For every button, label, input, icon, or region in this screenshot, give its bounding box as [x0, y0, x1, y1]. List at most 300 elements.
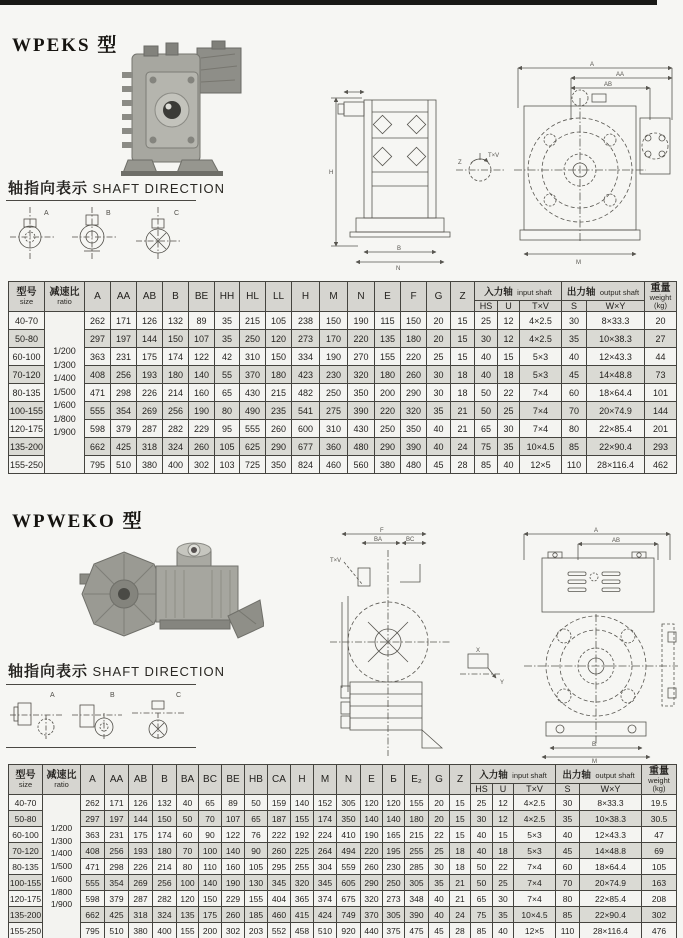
shaft-direction-zh: 轴指向表示 [8, 180, 89, 197]
cell-dim: 180 [375, 366, 401, 384]
cell-dim: 250 [240, 330, 266, 348]
cell-dim: 229 [189, 420, 215, 438]
cell-dim: 21 [450, 875, 471, 891]
cell-input-shaft: 40 [471, 827, 493, 843]
cell-dim: 180 [153, 843, 177, 859]
cell-dim: 65 [245, 811, 268, 827]
cell-dim: 471 [85, 384, 111, 402]
cell-weight: 47 [642, 827, 677, 843]
col-header-dim: AA [111, 282, 137, 312]
cell-dim: 380 [137, 456, 163, 474]
cell-dim: 126 [129, 795, 153, 811]
cell-dim: 174 [163, 348, 189, 366]
cell-output-shaft: 110 [556, 923, 580, 938]
cell-dim: 310 [320, 420, 348, 438]
dim-label-z: Z [458, 160, 462, 166]
cell-dim: 269 [137, 402, 163, 420]
cell-input-shaft: 30 [475, 330, 498, 348]
cell-size: 155-250 [9, 923, 43, 938]
cell-dim: 460 [320, 456, 348, 474]
cell-dim: 262 [81, 795, 105, 811]
cell-input-shaft: 12 [498, 330, 520, 348]
cell-dim: 287 [129, 891, 153, 907]
cell-dim: 290 [266, 438, 292, 456]
cell-size: 100-155 [9, 875, 43, 891]
cell-dim: 298 [111, 384, 137, 402]
cell-input-shaft: 85 [475, 456, 498, 474]
top-rule-bar [0, 0, 657, 5]
cell-input-shaft: 35 [498, 438, 520, 456]
table-row [9, 402, 677, 420]
cell-dim: 150 [199, 891, 222, 907]
cell-input-shaft: 12 [493, 795, 514, 811]
cell-dim: 40 [427, 420, 451, 438]
table-row [9, 384, 677, 402]
cell-dim: 214 [163, 384, 189, 402]
cell-dim: 662 [85, 438, 111, 456]
cell-dim: 155 [177, 923, 199, 938]
col-header-dim: E₂ [405, 765, 429, 795]
cell-dim: 255 [405, 843, 429, 859]
cell-dim: 555 [81, 875, 105, 891]
cell-dim: 290 [361, 875, 383, 891]
cell-input-shaft: 10×4.5 [520, 438, 562, 456]
cell-dim: 175 [199, 907, 222, 923]
shaft-direction-label [8, 177, 225, 198]
cell-input-shaft: 15 [493, 827, 514, 843]
cell-dim: 374 [314, 891, 337, 907]
cell-dim: 165 [383, 827, 405, 843]
cell-input-shaft: 18 [498, 366, 520, 384]
col-header-input-sub: HS [471, 784, 493, 795]
cell-dim: 190 [348, 312, 375, 330]
col-header-dim: HL [240, 282, 266, 312]
cell-dim: 250 [375, 420, 401, 438]
cell-dim: 440 [361, 923, 383, 938]
col-header-output-sub: W×Y [587, 301, 645, 312]
cell-dim: 250 [383, 875, 405, 891]
cell-dim: 273 [383, 891, 405, 907]
cell-dim: 598 [85, 420, 111, 438]
cell-dim: 255 [291, 859, 314, 875]
cell-output-shaft: 8×33.3 [587, 312, 645, 330]
cell-dim: 65 [199, 795, 222, 811]
cell-dim: 150 [153, 811, 177, 827]
cell-dim: 230 [383, 859, 405, 875]
cell-input-shaft: 5×3 [520, 366, 562, 384]
cell-dim: 115 [375, 312, 401, 330]
cell-dim: 231 [105, 827, 129, 843]
cell-dim: 120 [361, 795, 383, 811]
shaft-direction-en: SHAFT DIRECTION [92, 181, 225, 196]
col-header-size: 型号 size [9, 282, 45, 312]
cell-dim: 18 [450, 843, 471, 859]
cell-dim: 260 [222, 907, 245, 923]
cell-dim: 480 [401, 456, 427, 474]
cell-dim: 220 [375, 402, 401, 420]
cell-dim: 95 [215, 420, 240, 438]
col-header-dim: Z [450, 765, 471, 795]
col-header-input-sub: U [498, 301, 520, 312]
dim-label-txv: T×V [488, 153, 500, 159]
cell-input-shaft: 18 [493, 843, 514, 859]
cell-dim: 107 [189, 330, 215, 348]
dim-label-f: F [380, 528, 384, 534]
cell-dim: 60 [177, 827, 199, 843]
cell-dim: 224 [314, 827, 337, 843]
cell-dim: 375 [383, 923, 405, 938]
shaft-direction-diagrams-wpweko [6, 684, 196, 748]
table-row [9, 811, 677, 827]
cell-size: 80-135 [9, 384, 45, 402]
col-header-ratio: 减速比 ratio [43, 765, 81, 795]
col-header-dim: CA [268, 765, 291, 795]
cell-dim: 171 [105, 795, 129, 811]
col-header-dim: G [427, 282, 451, 312]
cell-weight: 208 [642, 891, 677, 907]
cell-dim: 222 [268, 827, 291, 843]
cell-output-shaft: 12×43.3 [580, 827, 642, 843]
col-header-ratio: 减速比 ratio [45, 282, 85, 312]
cell-dim: 256 [163, 402, 189, 420]
cell-dim: 215 [240, 312, 266, 330]
cell-dim: 175 [137, 348, 163, 366]
cell-dim: 140 [189, 366, 215, 384]
cell-dim: 135 [375, 330, 401, 348]
cell-dim: 155 [245, 891, 268, 907]
cell-input-shaft: 65 [475, 420, 498, 438]
cell-dim: 260 [266, 420, 292, 438]
cell-dim: 795 [85, 456, 111, 474]
cell-dim: 297 [81, 811, 105, 827]
cell-input-shaft: 50 [475, 384, 498, 402]
cell-dim: 152 [314, 795, 337, 811]
cell-dim: 144 [129, 811, 153, 827]
cell-dim: 363 [85, 348, 111, 366]
cell-output-shaft: 12×43.3 [587, 348, 645, 366]
cell-weight: 293 [645, 438, 677, 456]
col-header-output-sub: S [556, 784, 580, 795]
cell-dim: 510 [111, 456, 137, 474]
cell-output-shaft: 70 [556, 875, 580, 891]
cell-input-shaft: 25 [498, 402, 520, 420]
cell-input-shaft: 7×4 [514, 875, 556, 891]
cell-dim: 15 [450, 811, 471, 827]
cell-dim: 110 [199, 859, 222, 875]
cell-input-shaft: 65 [471, 891, 493, 907]
cell-dim: 174 [314, 811, 337, 827]
col-header-dim: E [361, 765, 383, 795]
cell-output-shaft: 30 [556, 795, 580, 811]
cell-output-shaft: 28×116.4 [580, 923, 642, 938]
cell-dim: 625 [240, 438, 266, 456]
cell-dim: 305 [405, 875, 429, 891]
dim-label-txv2: T×V [330, 558, 342, 564]
cell-dim: 25 [429, 843, 450, 859]
cell-dim: 174 [153, 827, 177, 843]
cell-dim: 320 [361, 891, 383, 907]
cell-dim: 122 [189, 348, 215, 366]
cell-dim: 150 [320, 312, 348, 330]
cell-dim: 107 [222, 811, 245, 827]
cell-dim: 235 [266, 402, 292, 420]
cell-output-shaft: 20×74.9 [587, 402, 645, 420]
cell-dim: 20 [429, 811, 450, 827]
cell-output-shaft: 60 [562, 384, 587, 402]
cell-dim: 21 [451, 402, 475, 420]
col-header-size: 型号 size [9, 765, 43, 795]
cell-input-shaft: 50 [475, 402, 498, 420]
col-header-input-sub: T×V [514, 784, 556, 795]
cell-dim: 80 [215, 402, 240, 420]
cell-dim: 350 [348, 384, 375, 402]
cell-dim: 42 [215, 348, 240, 366]
cell-dim: 256 [105, 843, 129, 859]
cell-dim: 390 [401, 438, 427, 456]
cell-dim: 159 [268, 795, 291, 811]
cell-input-shaft: 75 [475, 438, 498, 456]
cell-output-shaft: 14×48.8 [587, 366, 645, 384]
dim-label-x: X [476, 648, 481, 654]
cell-weight: 476 [642, 923, 677, 938]
cell-dim: 122 [222, 827, 245, 843]
cell-dim: 415 [291, 907, 314, 923]
cell-dim: 305 [337, 795, 361, 811]
col-header-dim: H [291, 765, 314, 795]
cell-dim: 65 [215, 384, 240, 402]
cell-input-shaft: 22 [493, 859, 514, 875]
cell-dim: 260 [401, 366, 427, 384]
col-header-dim: N [348, 282, 375, 312]
col-header-dim: HH [215, 282, 240, 312]
cell-dim: 132 [163, 312, 189, 330]
diagram2-letter-c: C [176, 692, 182, 699]
cell-dim: 18 [451, 366, 475, 384]
cell-dim: 425 [105, 907, 129, 923]
cell-dim: 345 [314, 875, 337, 891]
cell-dim: 70 [199, 811, 222, 827]
cell-dim: 475 [405, 923, 429, 938]
col-header-output-shaft: 出力轴 output shaft [556, 765, 642, 784]
cell-dim: 103 [215, 456, 240, 474]
col-header-dim: B [163, 282, 189, 312]
cell-size: 135-200 [9, 438, 45, 456]
cell-dim: 510 [314, 923, 337, 938]
cell-output-shaft: 22×85.4 [580, 891, 642, 907]
cell-size: 50-80 [9, 811, 43, 827]
cell-dim: 269 [129, 875, 153, 891]
cell-output-shaft: 60 [556, 859, 580, 875]
cell-output-shaft: 22×90.4 [580, 907, 642, 923]
table-row [9, 330, 677, 348]
cell-dim: 22 [429, 827, 450, 843]
cell-dim: 130 [245, 875, 268, 891]
cell-dim: 260 [268, 843, 291, 859]
cell-dim: 150 [266, 348, 292, 366]
cell-input-shaft: 12×5 [520, 456, 562, 474]
cell-dim: 480 [348, 438, 375, 456]
cell-dim: 120 [266, 330, 292, 348]
cell-dim: 150 [163, 330, 189, 348]
cell-dim: 90 [245, 843, 268, 859]
cell-dim: 30 [427, 366, 451, 384]
cell-dim: 380 [375, 456, 401, 474]
cell-input-shaft: 5×3 [514, 827, 556, 843]
cell-dim: 282 [153, 891, 177, 907]
cell-dim: 302 [222, 923, 245, 938]
cell-dim: 197 [105, 811, 129, 827]
table-row [9, 827, 677, 843]
cell-output-shaft: 22×85.4 [587, 420, 645, 438]
cell-dim: 298 [105, 859, 129, 875]
cell-dim: 120 [177, 891, 199, 907]
cell-dim: 180 [401, 330, 427, 348]
cell-size: 70-120 [9, 366, 45, 384]
cell-dim: 675 [337, 891, 361, 907]
cell-dim: 20 [427, 330, 451, 348]
cell-dim: 190 [320, 348, 348, 366]
cell-weight: 27 [645, 330, 677, 348]
cell-input-shaft: 7×4 [514, 891, 556, 907]
cell-dim: 18 [451, 384, 475, 402]
cell-dim: 408 [81, 843, 105, 859]
cell-dim: 105 [245, 859, 268, 875]
cell-dim: 160 [222, 859, 245, 875]
cell-output-shaft: 40 [556, 827, 580, 843]
col-header-input-sub: U [493, 784, 514, 795]
cell-dim: 28 [450, 923, 471, 938]
dimension-drawing-wpeks [328, 58, 680, 272]
col-header-dim: H [292, 282, 320, 312]
col-header-weight: 重量 weight (kg) [642, 765, 677, 795]
cell-input-shaft: 4×2.5 [520, 312, 562, 330]
cell-dim: 390 [348, 402, 375, 420]
cell-dim: 320 [291, 875, 314, 891]
cell-dim: 490 [240, 402, 266, 420]
cell-dim: 144 [137, 330, 163, 348]
dim-label-m2: M [592, 759, 597, 764]
cell-dim: 226 [137, 384, 163, 402]
col-header-output-sub: S [562, 301, 587, 312]
cell-dim: 28 [451, 456, 475, 474]
cell-output-shaft: 45 [562, 366, 587, 384]
cell-dim: 559 [337, 859, 361, 875]
cell-input-shaft: 7×4 [520, 384, 562, 402]
cell-dim: 50 [177, 811, 199, 827]
cell-input-shaft: 30 [493, 891, 514, 907]
cell-dim: 220 [361, 843, 383, 859]
cell-dim: 15 [450, 827, 471, 843]
cell-dim: 345 [268, 875, 291, 891]
cell-dim: 318 [137, 438, 163, 456]
cell-output-shaft: 18×64.4 [587, 384, 645, 402]
cell-input-shaft: 30 [498, 420, 520, 438]
dim-label-b2: B [592, 742, 597, 748]
cell-dim: 190 [361, 827, 383, 843]
cell-dim: 76 [245, 827, 268, 843]
cell-dim: 203 [245, 923, 268, 938]
table-row [9, 875, 677, 891]
col-header-input-sub: HS [475, 301, 498, 312]
cell-input-shaft: 25 [493, 875, 514, 891]
cell-dim: 195 [383, 843, 405, 859]
col-header-dim: BC [199, 765, 222, 795]
table-row [9, 907, 677, 923]
col-header-dim: N [337, 765, 361, 795]
cell-dim: 21 [450, 891, 471, 907]
cell-dim: 324 [163, 438, 189, 456]
cell-dim: 275 [320, 402, 348, 420]
cell-weight: 20 [645, 312, 677, 330]
col-header-input-shaft: 入力轴 input shaft [475, 282, 562, 301]
cell-weight: 201 [645, 420, 677, 438]
cell-output-shaft: 40 [562, 348, 587, 366]
col-header-dim: B [153, 765, 177, 795]
cell-size: 40-70 [9, 312, 45, 330]
cell-output-shaft: 18×64.4 [580, 859, 642, 875]
cell-dim: 170 [320, 330, 348, 348]
col-header-output-shaft: 出力轴 output shaft [562, 282, 645, 301]
cell-size: 120-175 [9, 420, 45, 438]
cell-output-shaft: 14×48.8 [580, 843, 642, 859]
cell-dim: 200 [199, 923, 222, 938]
cell-dim: 318 [129, 907, 153, 923]
cell-dim: 390 [405, 907, 429, 923]
dim-label-a2: A [594, 528, 599, 534]
table-row [9, 456, 677, 474]
cell-input-shaft: 40 [471, 843, 493, 859]
cell-dim: 226 [129, 859, 153, 875]
dim-label-b: B [397, 246, 402, 252]
cell-dim: 324 [153, 907, 177, 923]
table-row [9, 348, 677, 366]
cell-output-shaft: 35 [562, 330, 587, 348]
cell-dim: 40 [429, 907, 450, 923]
cell-dim: 285 [405, 859, 429, 875]
cell-dim: 140 [361, 811, 383, 827]
cell-dim: 287 [137, 420, 163, 438]
cell-dim: 273 [292, 330, 320, 348]
cell-dim: 350 [266, 456, 292, 474]
cell-input-shaft: 50 [471, 859, 493, 875]
cell-dim: 260 [361, 859, 383, 875]
cell-weight: 19.5 [642, 795, 677, 811]
cell-dim: 262 [85, 312, 111, 330]
dim-label-ab2: AB [612, 538, 621, 544]
cell-input-shaft: 10×4.5 [514, 907, 556, 923]
cell-dim: 310 [240, 348, 266, 366]
cell-dim: 605 [337, 875, 361, 891]
cell-dim: 200 [375, 384, 401, 402]
cell-dim: 482 [292, 384, 320, 402]
cell-dim: 55 [215, 366, 240, 384]
diagram-letter-a: A [44, 210, 49, 217]
cell-output-shaft: 10×38.3 [580, 811, 642, 827]
cell-dim: 40 [427, 438, 451, 456]
cell-dim: 175 [129, 827, 153, 843]
cell-dim: 193 [129, 843, 153, 859]
cell-input-shaft: 40 [475, 348, 498, 366]
cell-dim: 24 [451, 438, 475, 456]
cell-dim: 430 [240, 384, 266, 402]
cell-dim: 15 [450, 795, 471, 811]
cell-size: 120-175 [9, 891, 43, 907]
cell-input-shaft: 12 [493, 811, 514, 827]
cell-dim: 555 [240, 420, 266, 438]
cell-weight: 302 [642, 907, 677, 923]
cell-dim: 185 [245, 907, 268, 923]
cell-weight: 105 [642, 859, 677, 875]
